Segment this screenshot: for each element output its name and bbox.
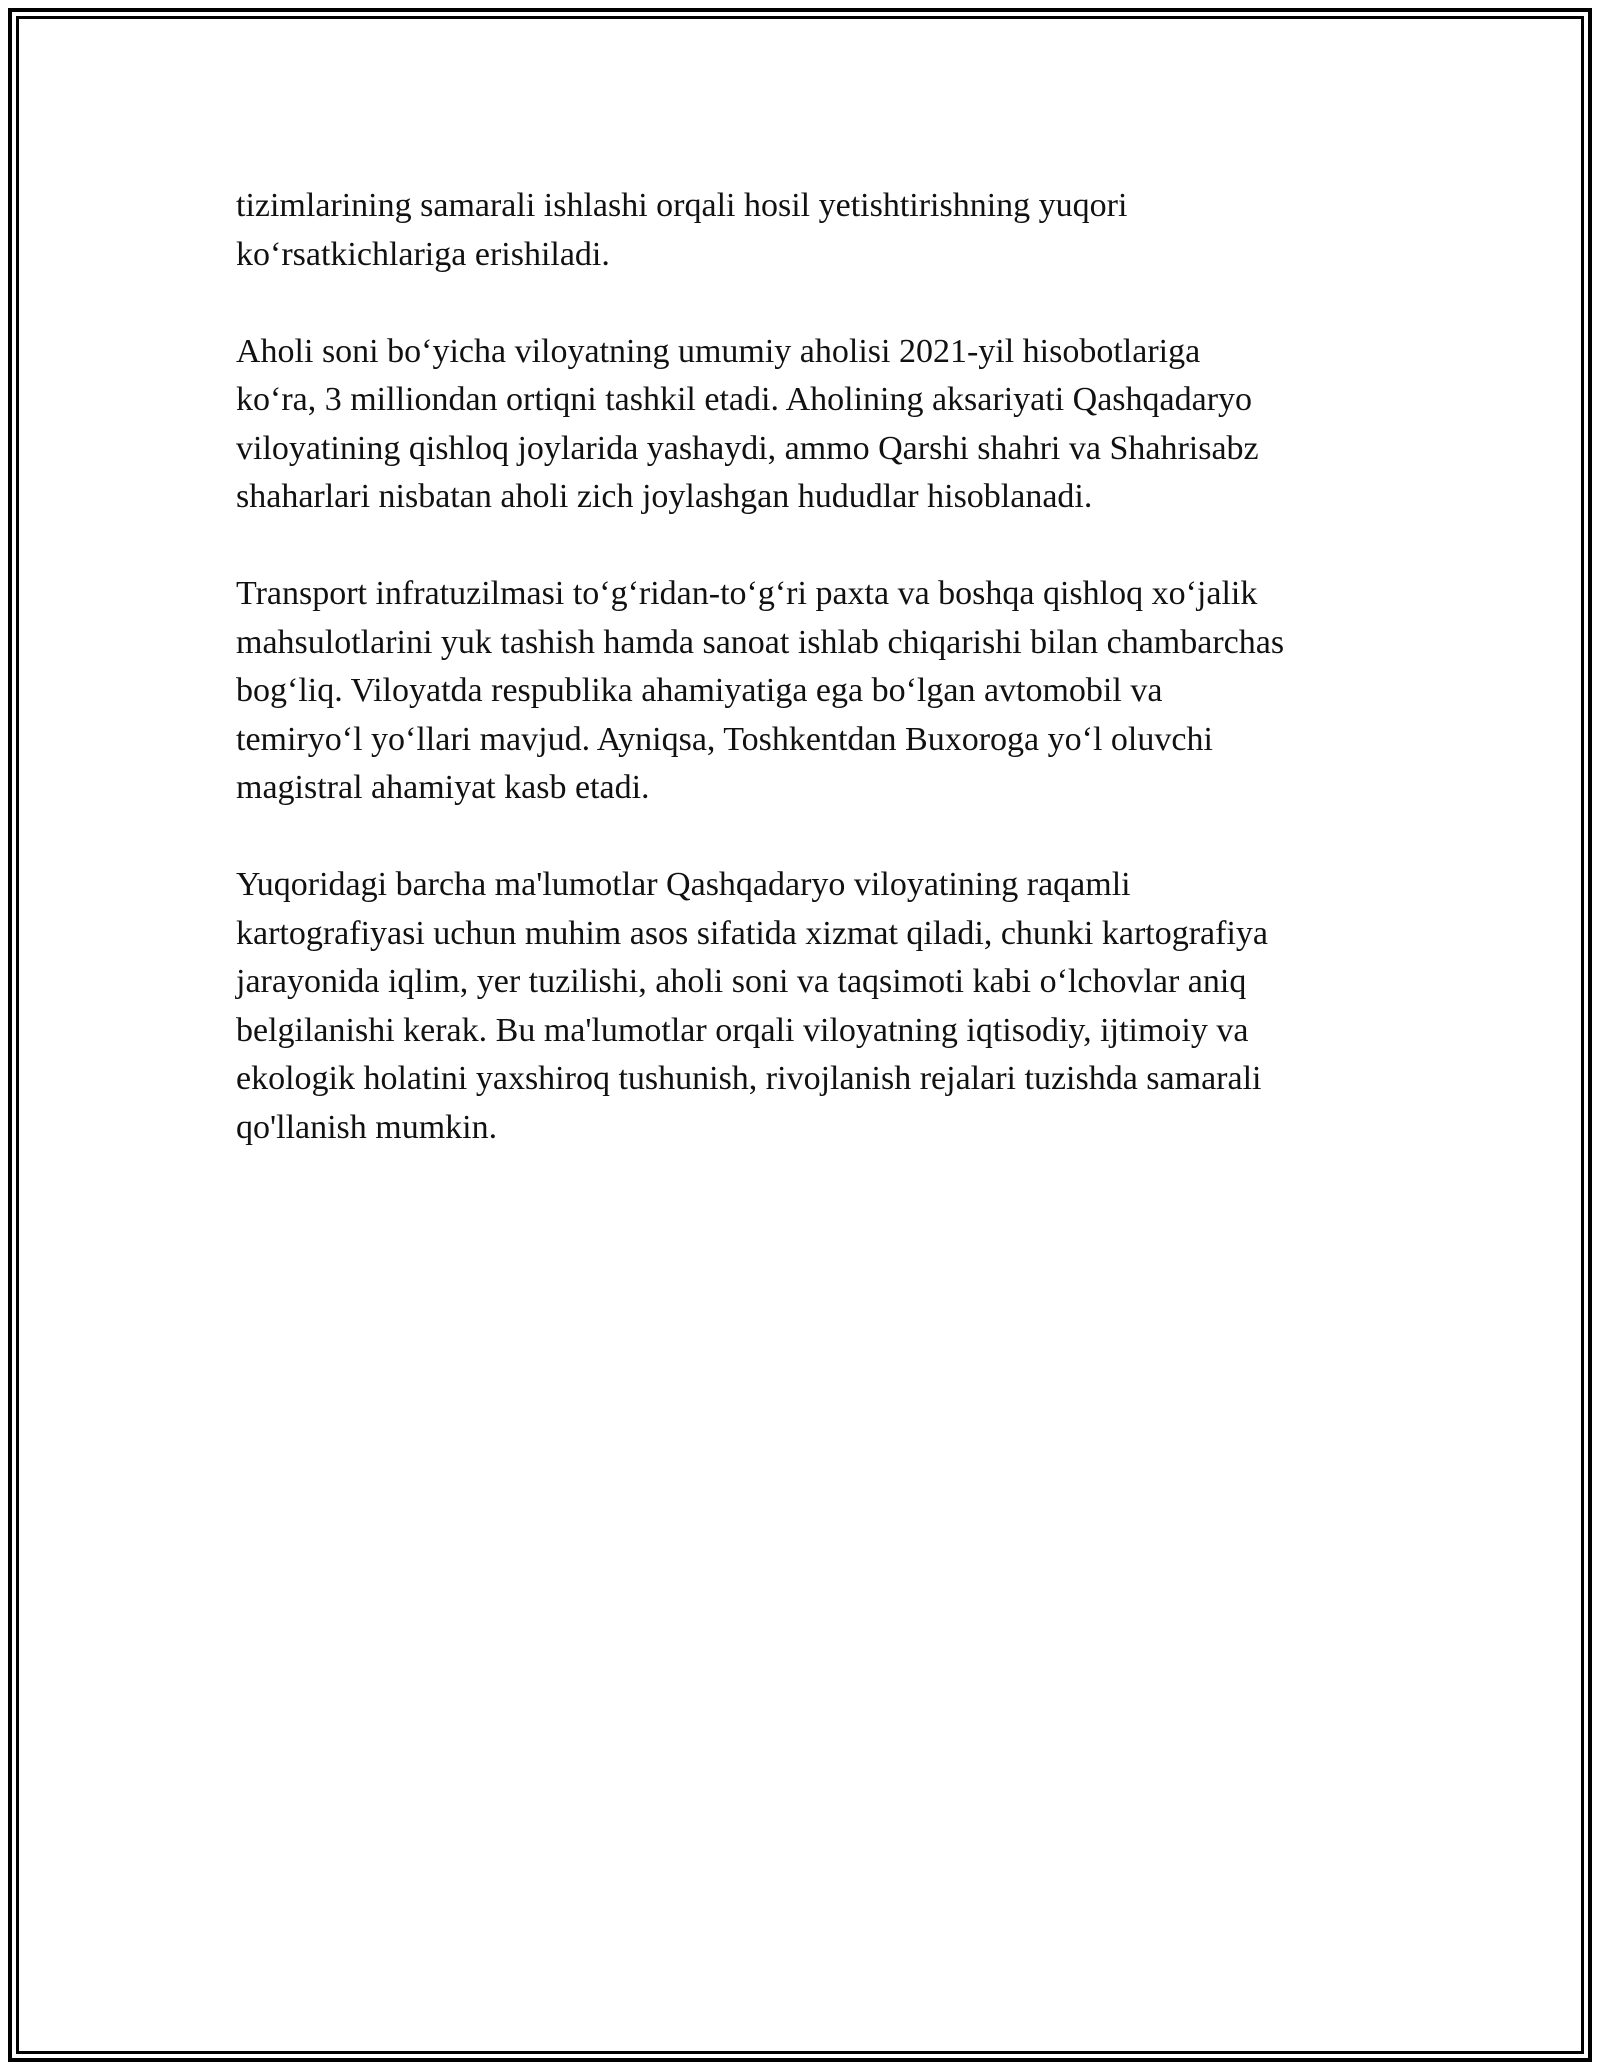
page-body xyxy=(236,182,1376,1201)
paragraph-transport: Transport infratuzilmasi to‘g‘ridan-to‘g‘ri paxta va boshqa qishloq xo‘jalik mahsulotlarini yuk tashish hamda sanoat ishlab chiqarishi bilan chambarchas bog‘liq. Viloyatda respublika ahamiyatiga ega bo‘lgan avtomobil va temiryo‘l yo‘llari mavjud. Ayniqsa, Toshkentdan Buxoroga yo‘l oluvchi magistral ahamiyat kasb etadi. xyxy=(236,575,1285,806)
paragraph-cartography-conclusion: Yuqoridagi barcha ma'lumotlar Qashqadaryo viloyatining raqamli kartografiyasi uchun muhim asos sifatida xizmat qiladi, chunki kartografiya jarayonida iqlim, yer tuzilishi, aholi soni va taqsimoti kabi o‘lchovlar aniq belgilanishi kerak. Bu ma'lumotlar orqali viloyatning iqtisodiy, ijtimoiy va ekologik holatini yaxshiroq tushunish, rivojlanish rejalari tuzishda samarali qo'llanish mumkin. xyxy=(236,866,1268,1146)
paragraph-population: Aholi soni bo‘yicha viloyatning umumiy aholisi 2021-yil hisobotlariga ko‘ra, 3 milliondan ortiqni tashkil etadi. Aholining aksariyati Qashqadaryo viloyatining qishloq joylarida yashaydi, ammo Qarshi shahri va Shahrisabz shaharlari nisbatan aholi zich joylashgan hududlar hisoblanadi. xyxy=(236,332,1259,515)
paragraph-irrigation-continuation: tizimlarining samarali ishlashi orqali hosil yetishtirishning yuqori ko‘rsatkichlariga erishiladi. xyxy=(236,187,1128,273)
